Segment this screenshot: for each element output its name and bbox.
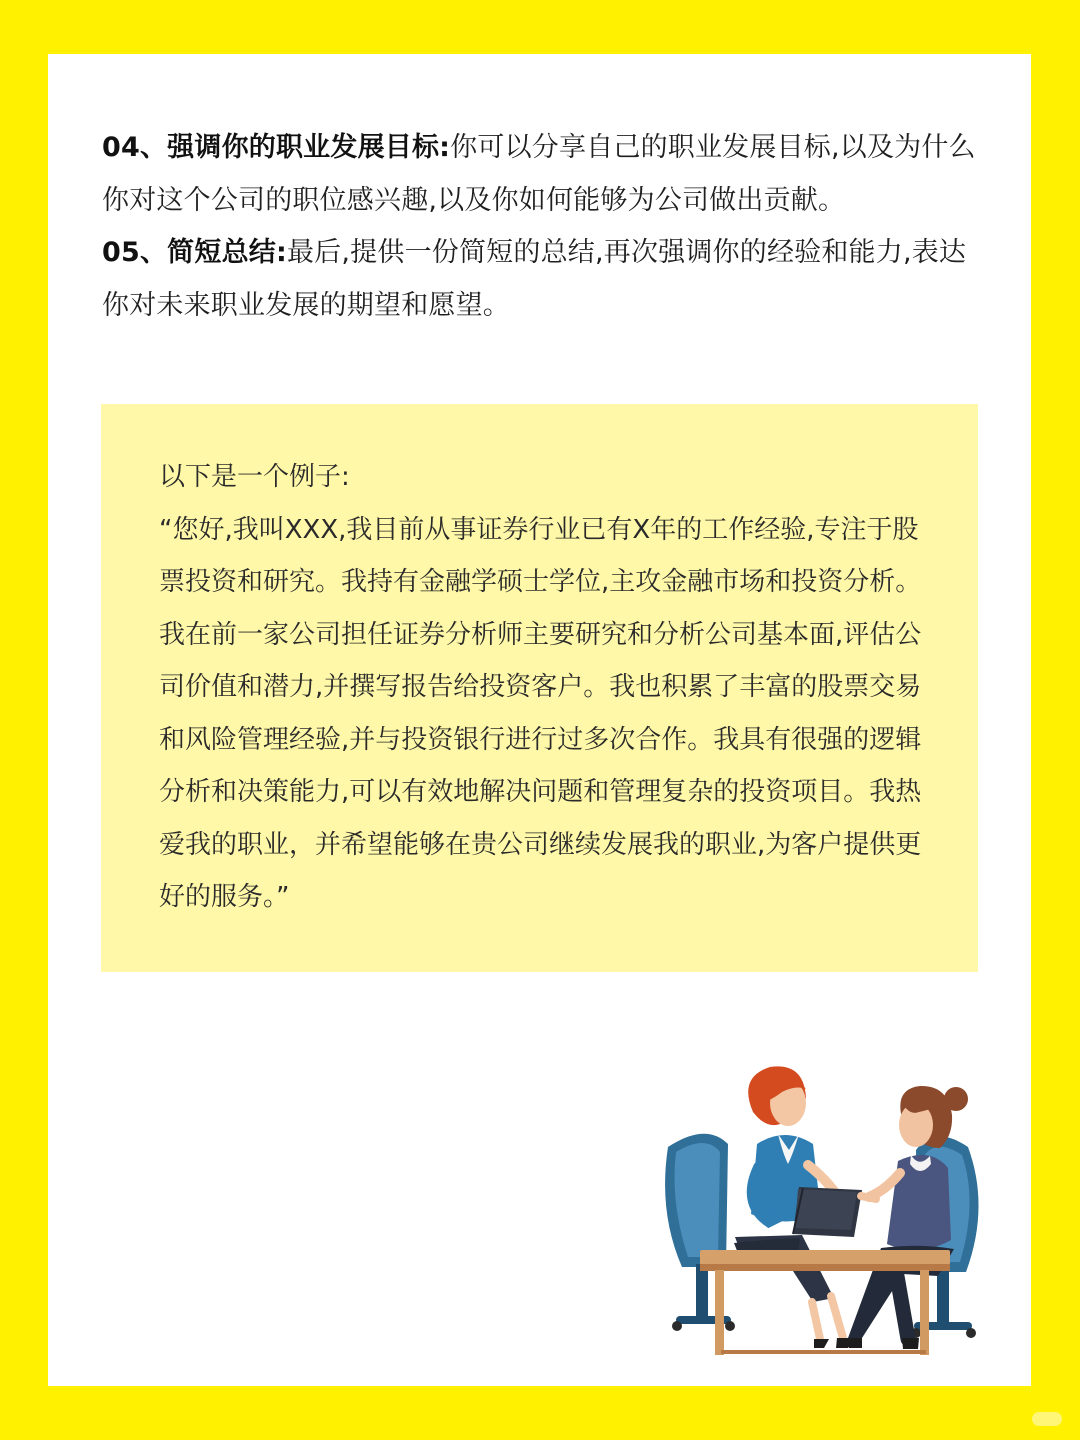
tip-item-05 <box>102 227 992 332</box>
example-box <box>101 404 978 972</box>
tips-section <box>102 122 992 332</box>
left-chair-icon <box>665 1134 735 1331</box>
tip-body: 你可以分享自己的职业发展目标,以及为什么你对这个公司的职位感兴趣,以及你如何能够为公司做出贡献。 <box>102 132 976 216</box>
example-text <box>159 451 929 924</box>
example-quote: “您好,我叫XXX,我目前从事证券行业已有X年的工作经验,专注于股票投资和研究。我持有金融学硕士学位,主攻金融市场和投资分析。我在前一家公司担任证券分析师主要研究和分析公司基本面,评估公司价值和潜力,并撰写报告给投资客户。我也积累了丰富的股票交易和风险管理经验,并与投资银行进行过多次合作。我具有很强的逻辑分析和决策能力,可以有效地解决问题和管理复杂的投资项目。我热爱我的职业，并希望能够在贵公司继续发展我的职业,为客户提供更好的服务。” <box>159 514 922 912</box>
tip-heading: 04、强调你的职业发展目标: <box>102 132 451 163</box>
tip-item-04 <box>102 122 992 227</box>
left-woman-icon <box>734 1066 862 1348</box>
right-woman-icon <box>845 1086 968 1349</box>
content-card <box>48 54 1031 1386</box>
tip-body: 最后,提供一份简短的总结,再次强调你的经验和能力,表达你对未来职业发展的期望和愿望。 <box>102 237 967 321</box>
interview-illustration <box>648 1052 998 1362</box>
example-intro: 以下是一个例子: <box>159 462 350 492</box>
tip-heading: 05、简短总结: <box>102 237 287 268</box>
watermark-icon <box>1032 1412 1062 1426</box>
